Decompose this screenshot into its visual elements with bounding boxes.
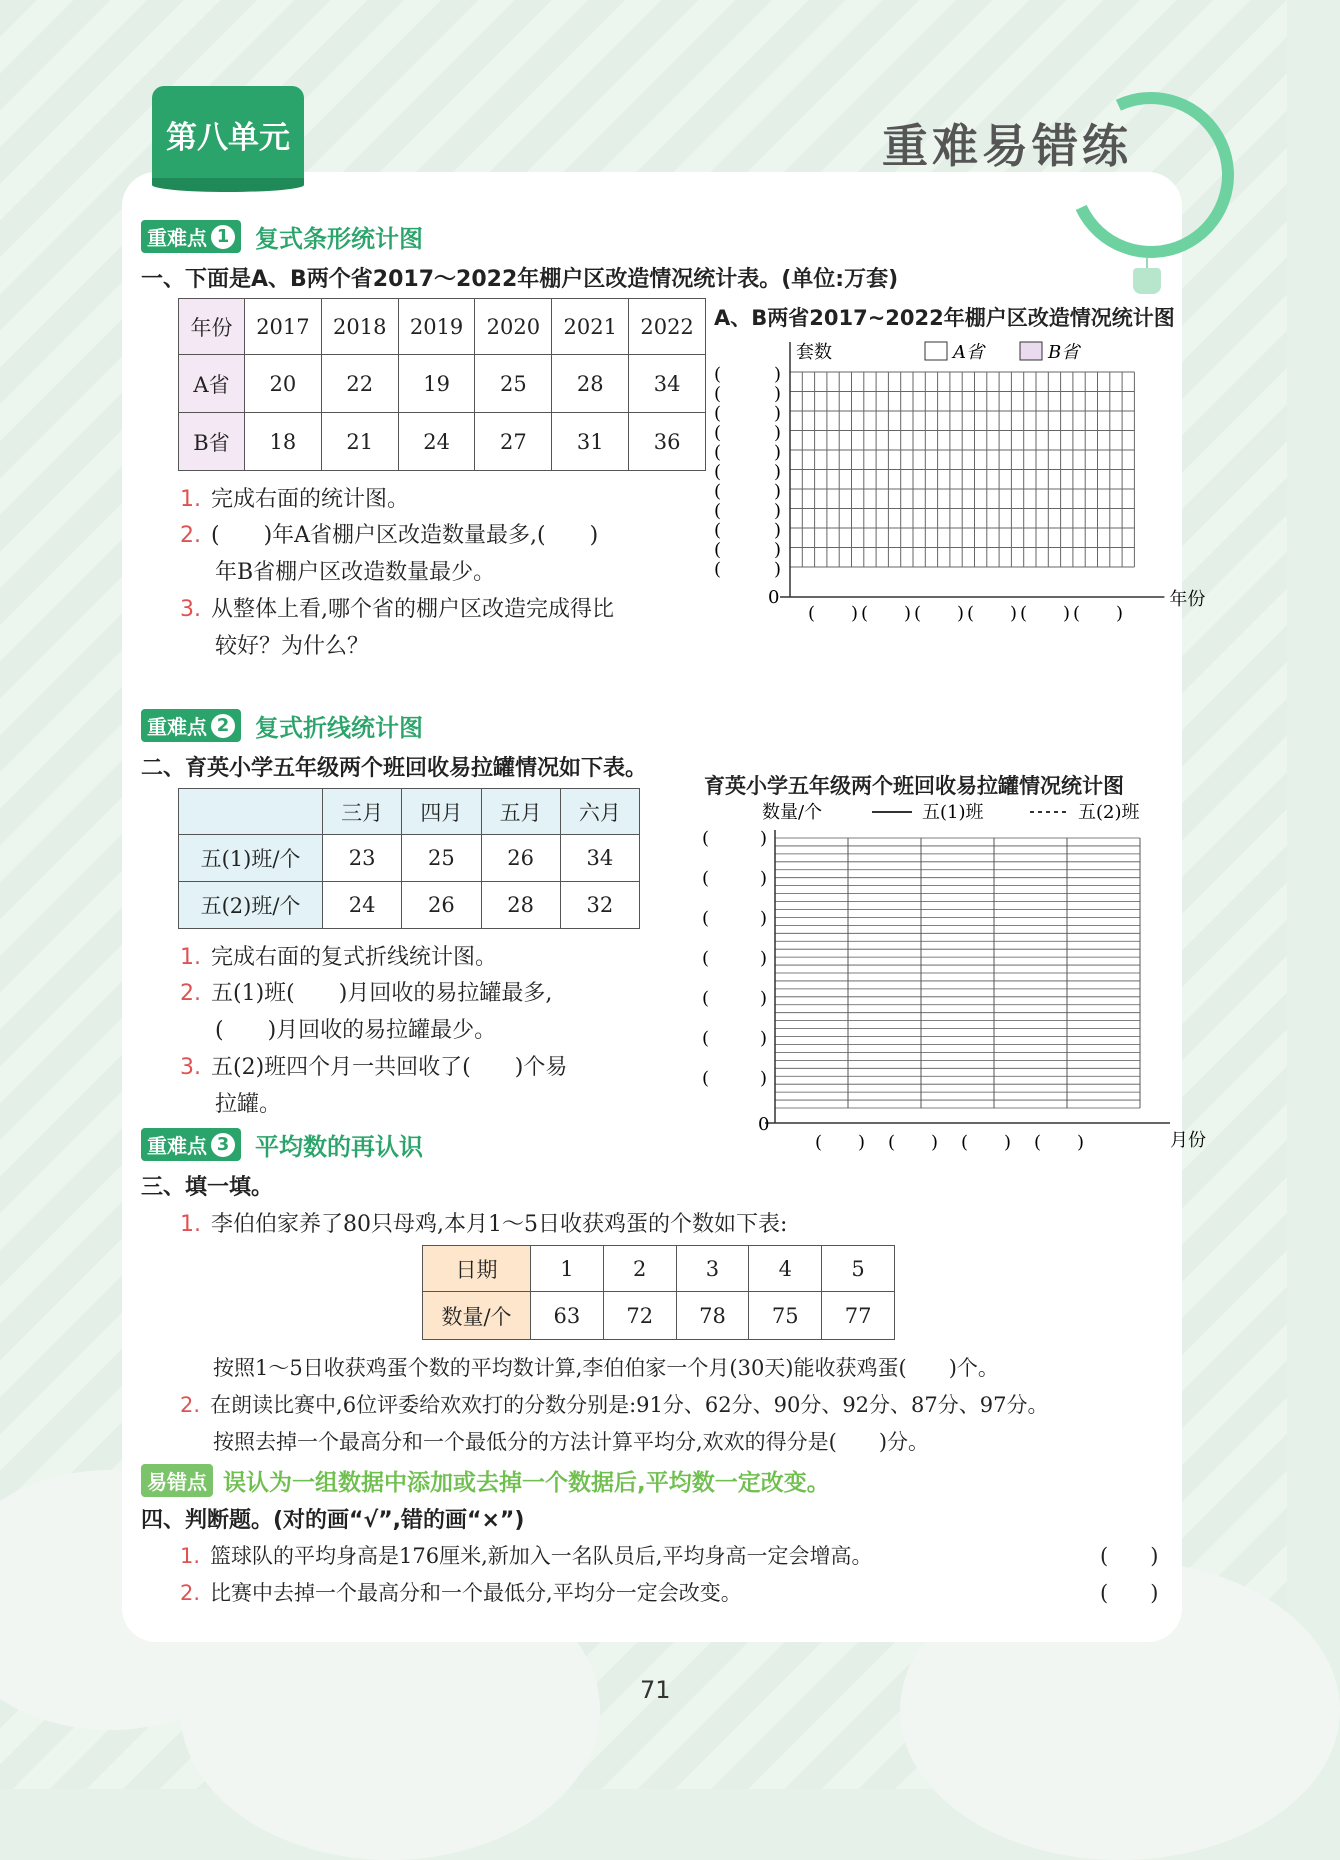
table-header-cell: 2019	[398, 299, 475, 355]
x-tick-blank: ( )	[1034, 1132, 1085, 1153]
x-axis-label: 月份	[1170, 1130, 1206, 1151]
section-tag: 重难点 2	[141, 709, 241, 742]
answer-blank[interactable]: ( )	[1100, 1544, 1159, 1568]
y-tick-blank-right: )	[760, 828, 768, 849]
table-cell: 28	[552, 355, 629, 413]
question-2: 二、育英小学五年级两个班回收易拉罐情况如下表。	[141, 756, 648, 781]
sub-question: 1. 完成右面的复式折线统计图。	[180, 945, 498, 970]
y-tick-blank-left: (	[714, 403, 722, 424]
x-tick-blank: ( )	[1073, 603, 1124, 624]
page-title: 重难易错练	[882, 119, 1132, 173]
y-tick-blank-right: )	[774, 461, 782, 483]
table-cell: 26	[481, 835, 560, 882]
y-tick-blank-right: )	[774, 481, 782, 502]
legend-label-2: 五(2)班	[1078, 802, 1140, 823]
x-axis-label: 年份	[1169, 589, 1206, 610]
table-header-cell: 1	[531, 1246, 604, 1292]
balloon-string-icon	[1146, 258, 1148, 268]
x-tick-blank: ( )	[967, 603, 1018, 624]
sub-question: 年B省棚户区改造数量最少。	[215, 560, 496, 585]
y-tick-blank-left: (	[714, 461, 722, 483]
chart1-grid	[710, 330, 1206, 624]
table-header-cell: 2022	[629, 299, 706, 355]
section-title: 复式折线统计图	[255, 714, 423, 742]
table-header-cell	[179, 789, 323, 835]
y-tick-blank-left: (	[714, 442, 722, 463]
y-tick-blank-right: )	[760, 908, 768, 929]
question-1: 一、下面是A、B两个省2017～2022年棚户区改造情况统计表。(单位:万套)	[141, 267, 899, 292]
table-cell: 24	[323, 882, 402, 929]
table-header-cell: 2	[603, 1246, 676, 1292]
table-cell: 26	[402, 882, 481, 929]
table-cell: 21	[321, 413, 398, 471]
table-cell: 23	[323, 835, 402, 882]
table-cell: 24	[398, 413, 475, 471]
y-tick-blank-left: (	[714, 383, 722, 405]
section-header-1	[141, 219, 423, 254]
table-header-cell: 2018	[321, 299, 398, 355]
section-header-4	[141, 1464, 830, 1497]
table-cell: 75	[749, 1292, 822, 1340]
y-tick-blank-right: )	[774, 442, 782, 463]
table-province	[178, 298, 706, 471]
origin-label: 0	[768, 587, 780, 608]
legend-label-b: B省	[1048, 342, 1080, 363]
y-tick-blank-left: (	[714, 559, 722, 580]
chart2-title: 育英小学五年级两个班回收易拉罐情况统计图	[704, 774, 1124, 798]
y-tick-blank-right: )	[774, 520, 782, 541]
table-cell: 63	[531, 1292, 604, 1340]
section-title: 平均数的再认识	[255, 1133, 423, 1161]
sub-question: 2. ( )年A省棚户区改造数量最多,( )	[180, 523, 599, 548]
y-tick-blank-right: )	[760, 1028, 768, 1049]
table-header-cell: 年份	[179, 299, 245, 355]
y-tick-blank-right: )	[774, 364, 782, 385]
y-tick-blank-right: )	[774, 383, 782, 405]
table-row-label: 五(2)班/个	[179, 882, 323, 929]
legend-swatch-a	[925, 342, 947, 360]
y-tick-blank-right: )	[774, 559, 782, 580]
table-cell: 36	[629, 413, 706, 471]
y-tick-blank-left: (	[702, 868, 710, 889]
y-tick-blank-left: (	[714, 500, 722, 522]
y-tick-blank-right: )	[760, 948, 768, 969]
table-cell: 77	[822, 1292, 895, 1340]
sub-question: 拉罐。	[215, 1092, 282, 1117]
section-tag: 易错点	[141, 1464, 213, 1497]
table-header-cell: 日期	[423, 1246, 531, 1292]
section-title: 误认为一组数据中添加或去掉一个数据后,平均数一定改变。	[223, 1470, 830, 1496]
section-tag: 重难点 3	[141, 1128, 241, 1161]
table-cell: 27	[475, 413, 552, 471]
table-header-cell: 2017	[245, 299, 322, 355]
table-cell: 34	[560, 835, 639, 882]
origin-label: 0	[758, 1114, 770, 1135]
table-cell: 28	[481, 882, 560, 929]
table-header-cell: 六月	[560, 789, 639, 835]
balloon-basket-icon	[1133, 268, 1161, 294]
table-header-cell: 2020	[475, 299, 552, 355]
y-tick-blank-right: )	[760, 988, 768, 1009]
y-tick-blank-left: (	[714, 520, 722, 541]
y-axis-label: 套数	[796, 342, 832, 363]
sub-question: 2. 比赛中去掉一个最高分和一个最低分,平均分一定会改变。	[180, 1581, 742, 1605]
sub-question: 2. 在朗读比赛中,6位评委给欢欢打的分数分别是:91分、62分、90分、92分、87分、97分。	[180, 1393, 1049, 1417]
table-eggs	[422, 1245, 895, 1340]
answer-blank[interactable]: ( )	[1100, 1581, 1159, 1605]
table-row-label: B省	[179, 413, 245, 471]
table-cell: 78	[676, 1292, 749, 1340]
table-cell: 18	[245, 413, 322, 471]
y-tick-blank-left: (	[714, 364, 722, 385]
x-tick-blank: ( )	[1020, 603, 1071, 624]
x-tick-blank: ( )	[961, 1132, 1012, 1153]
y-tick-blank-left: (	[702, 828, 710, 849]
table-cell: 32	[560, 882, 639, 929]
sub-question: 1. 篮球队的平均身高是176厘米,新加入一名队员后,平均身高一定会增高。	[180, 1544, 873, 1568]
table-cell: 19	[398, 355, 475, 413]
table-header-cell: 四月	[402, 789, 481, 835]
y-tick-blank-left: (	[702, 988, 710, 1009]
table-header-cell: 3	[676, 1246, 749, 1292]
sub-question: 1. 李伯伯家养了80只母鸡,本月1～5日收获鸡蛋的个数如下表:	[180, 1212, 788, 1237]
table-cell: 20	[245, 355, 322, 413]
x-tick-blank: ( )	[861, 603, 912, 624]
question-4: 四、判断题。(对的画“√”,错的画“×”)	[141, 1508, 525, 1533]
sub-question: 3. 五(2)班四个月一共回收了( )个易	[180, 1055, 568, 1080]
sub-question: ( )月回收的易拉罐最少。	[215, 1018, 497, 1043]
unit-badge	[152, 86, 304, 182]
chart1-title: A、B两省2017~2022年棚户区改造情况统计图	[714, 306, 1175, 330]
chart2-grid	[700, 798, 1206, 1153]
table-header-cell: 2021	[552, 299, 629, 355]
x-tick-blank: ( )	[815, 1132, 866, 1153]
table-header-cell: 4	[749, 1246, 822, 1292]
table-row-label: 数量/个	[423, 1292, 531, 1340]
y-tick-blank-left: (	[714, 481, 722, 502]
x-tick-blank: ( )	[888, 1132, 939, 1153]
x-tick-blank: ( )	[914, 603, 965, 624]
table-cell: 72	[603, 1292, 676, 1340]
sub-question: 3. 从整体上看,哪个省的棚户区改造完成得比	[180, 597, 614, 622]
unit-label: 第八单元	[166, 119, 290, 156]
section-tag: 重难点 1	[141, 220, 241, 253]
y-tick-blank-left: (	[702, 1068, 710, 1089]
section-header-2	[141, 708, 423, 743]
y-tick-blank-right: )	[774, 422, 782, 444]
y-tick-blank-right: )	[760, 868, 768, 889]
table-header-cell: 三月	[323, 789, 402, 835]
page-number: 71	[640, 1676, 671, 1704]
question-3: 三、填一填。	[141, 1175, 274, 1200]
table-header-cell: 五月	[481, 789, 560, 835]
y-tick-blank-right: )	[774, 500, 782, 522]
x-tick-blank: ( )	[808, 603, 859, 624]
table-row-label: 五(1)班/个	[179, 835, 323, 882]
table-cell: 25	[475, 355, 552, 413]
sub-question: 较好？为什么？	[215, 634, 370, 659]
table-row-label: A省	[179, 355, 245, 413]
y-tick-blank-left: (	[714, 539, 722, 561]
legend-label-1: 五(1)班	[922, 802, 984, 823]
table-cell: 25	[402, 835, 481, 882]
y-tick-blank-left: (	[714, 422, 722, 444]
legend-swatch-b	[1020, 342, 1042, 360]
sub-question: 按照去掉一个最高分和一个最低分的方法计算平均分,欢欢的得分是( )分。	[213, 1430, 930, 1454]
section-header-3	[141, 1127, 423, 1162]
legend-label-a: A省	[953, 342, 984, 363]
y-tick-blank-right: )	[774, 403, 782, 424]
sub-question: 1. 完成右面的统计图。	[180, 487, 410, 512]
y-tick-blank-left: (	[702, 1028, 710, 1049]
y-tick-blank-right: )	[774, 539, 782, 561]
table-cell: 22	[321, 355, 398, 413]
y-tick-blank-right: )	[760, 1068, 768, 1089]
table-cans	[178, 788, 640, 929]
sub-question: 按照1～5日收获鸡蛋个数的平均数计算,李伯伯家一个月(30天)能收获鸡蛋( )个。	[213, 1356, 999, 1380]
section-title: 复式条形统计图	[255, 225, 423, 253]
y-tick-blank-left: (	[702, 948, 710, 969]
table-header-cell: 5	[822, 1246, 895, 1292]
y-tick-blank-left: (	[702, 908, 710, 929]
sub-question: 2. 五(1)班( )月回收的易拉罐最多,	[180, 981, 553, 1006]
table-cell: 31	[552, 413, 629, 471]
y-axis-label: 数量/个	[762, 802, 823, 823]
table-cell: 34	[629, 355, 706, 413]
